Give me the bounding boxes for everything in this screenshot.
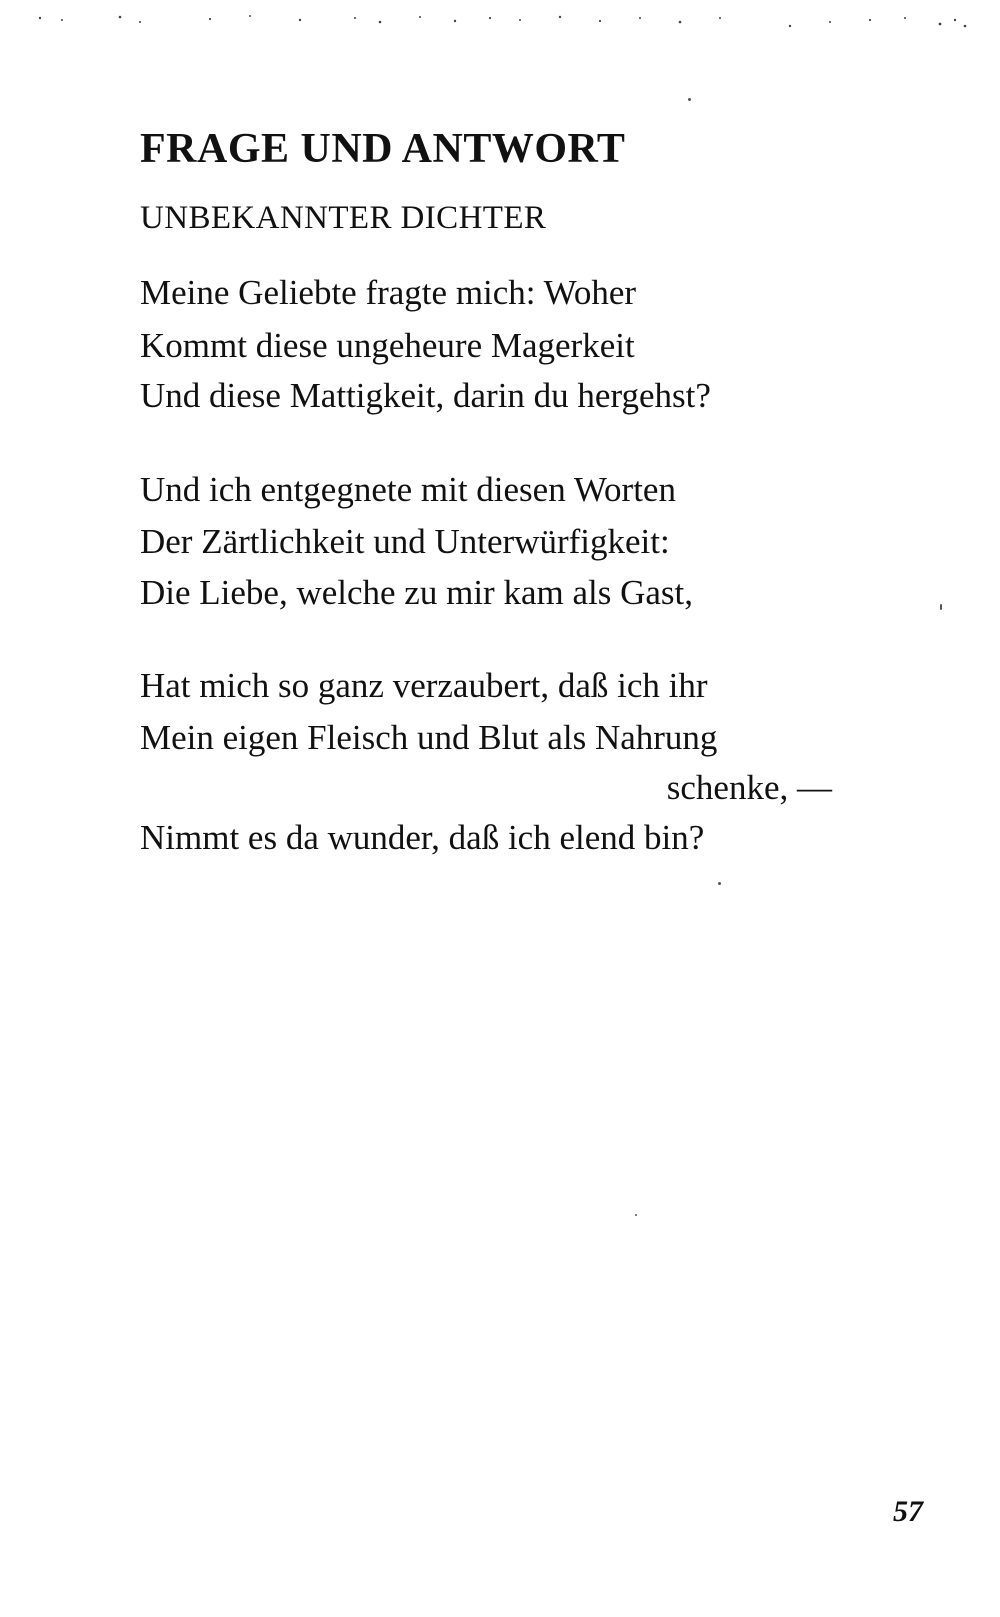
stanza-1-line-2: Kommt diese ungeheure Magerkeit: [140, 326, 635, 365]
scan-speck: [940, 604, 942, 610]
stanza-1-line-1: Meine Geliebte fragte mich: Woher: [140, 273, 637, 312]
stanza-1-line-3: Und diese Mattigkeit, darin du hergehst?: [140, 376, 711, 415]
stanza-3-line-2: Mein eigen Fleisch und Blut als Nahrung: [140, 718, 718, 757]
scan-speck: [718, 882, 721, 885]
scan-edge-noise: [0, 0, 1000, 40]
poem-author: UNBEKANNTER DICHTER: [140, 200, 547, 236]
scan-speck: [688, 98, 691, 101]
stanza-3-line-1: Hat mich so ganz verzaubert, daß ich ihr: [140, 666, 708, 705]
stanza-2-line-3: Die Liebe, welche zu mir kam als Gast,: [140, 573, 693, 612]
stanza-3-line-3: Nimmt es da wunder, daß ich elend bin?: [140, 818, 705, 857]
page-number: 57: [893, 1495, 923, 1528]
scan-speck: [635, 1214, 637, 1216]
poem-title: FRAGE UND ANTWORT: [140, 126, 626, 172]
stanza-3-line-2-continuation: schenke, —: [666, 768, 832, 807]
stanza-2-line-1: Und ich entgegnete mit diesen Worten: [140, 470, 676, 509]
stanza-2-line-2: Der Zärtlichkeit und Unterwürfigkeit:: [140, 522, 670, 561]
